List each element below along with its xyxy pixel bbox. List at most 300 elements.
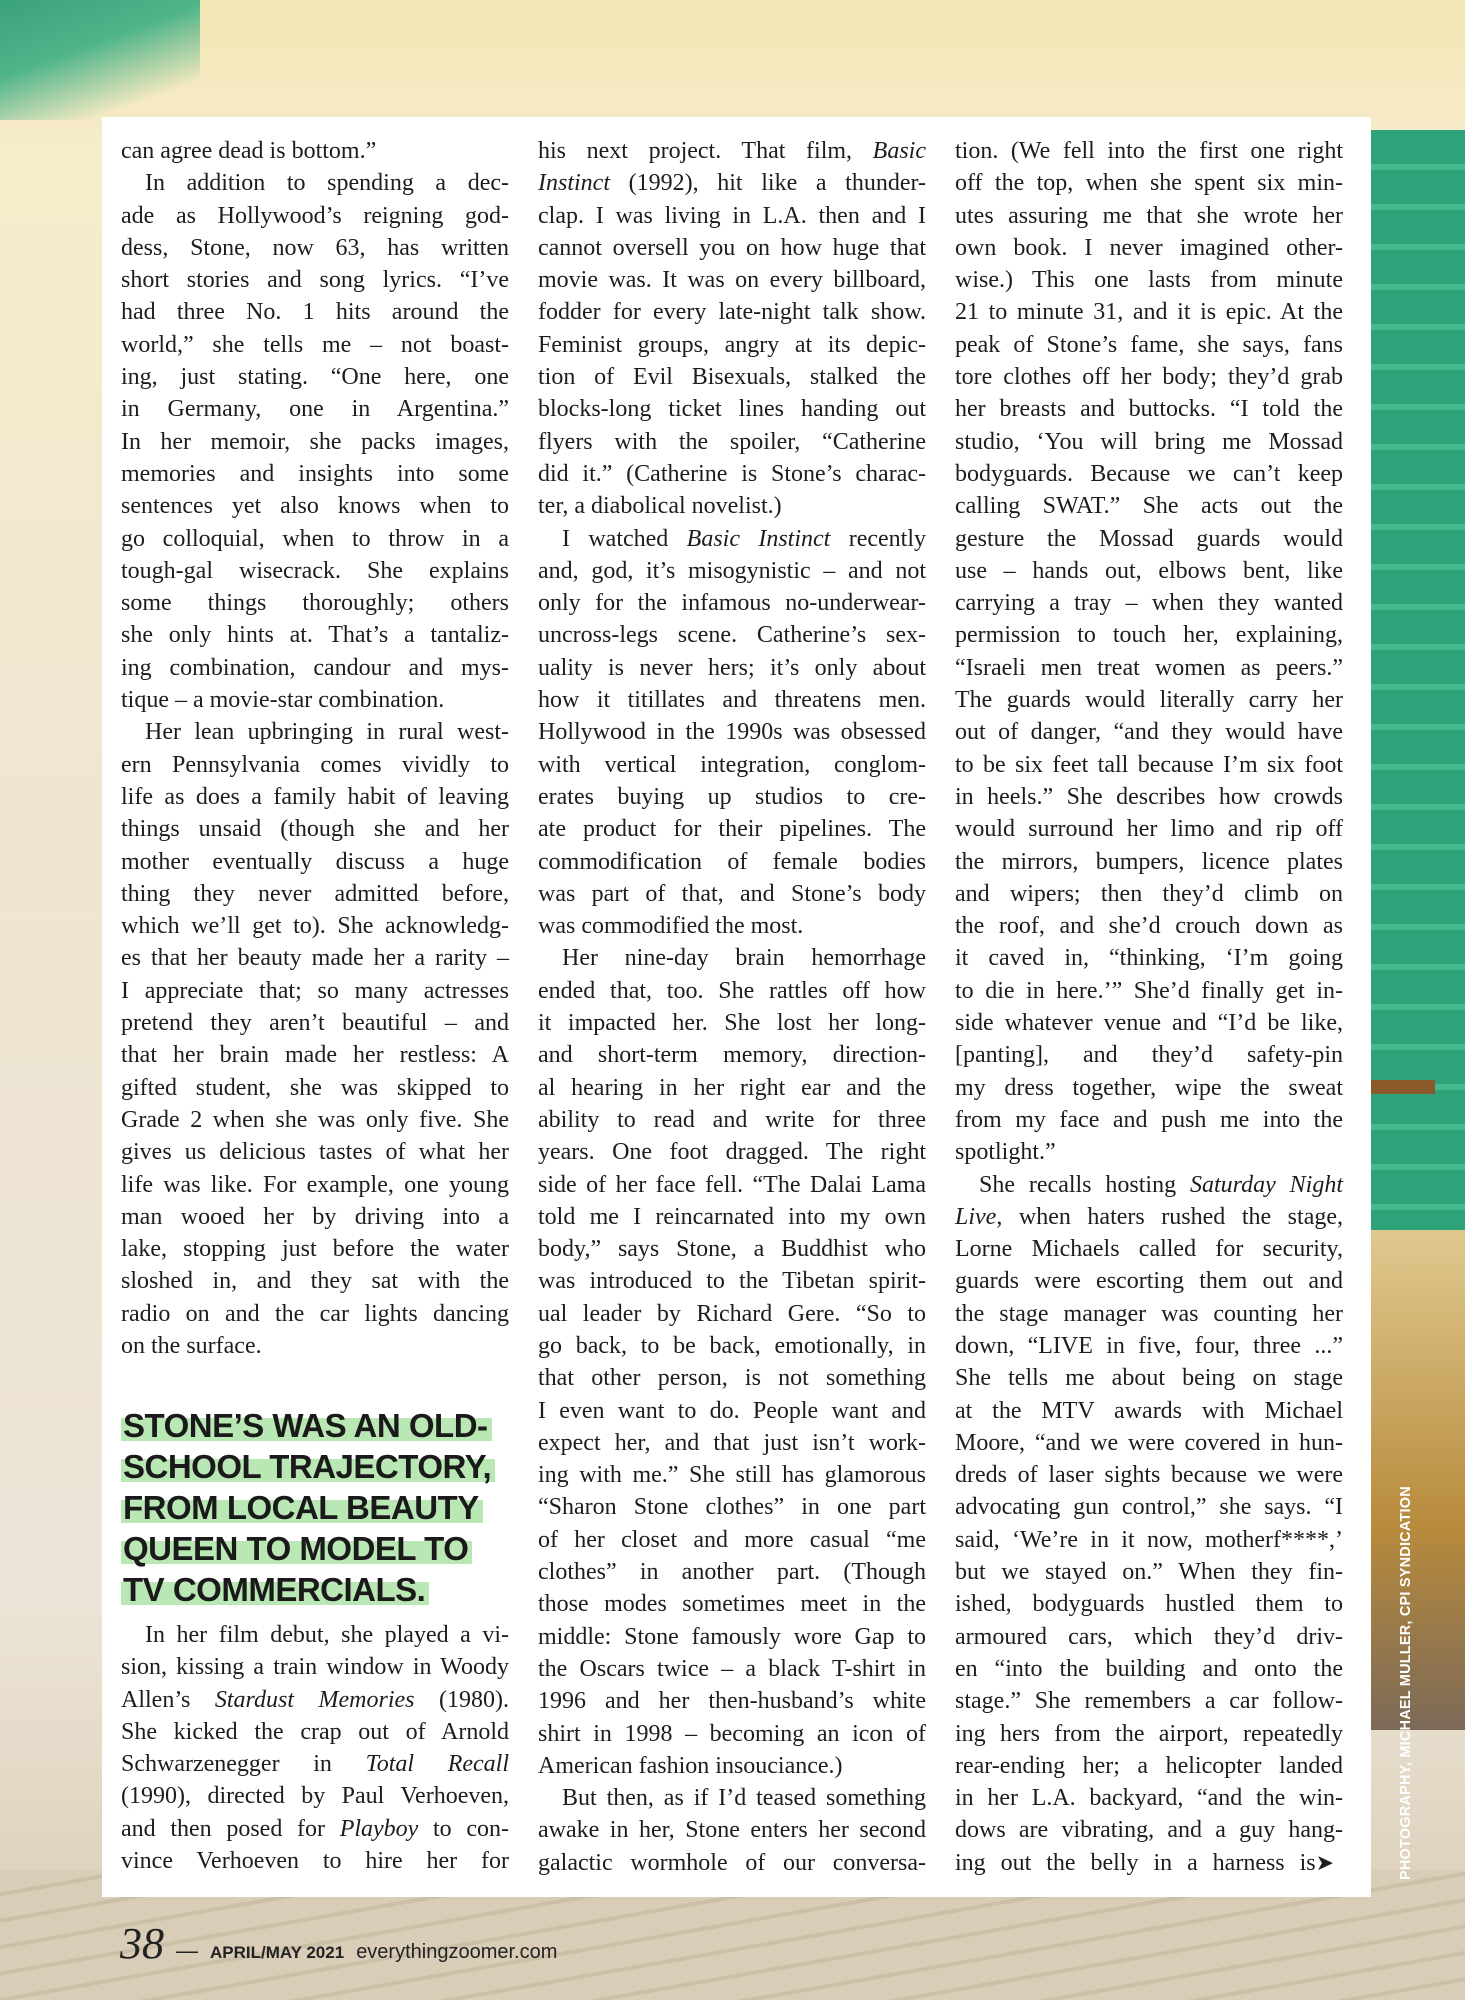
pull-quote-line: STONE’S WAS AN OLD-: [121, 1407, 492, 1444]
line-text: from my face and push me into the: [955, 1106, 1343, 1133]
line-text: (1992), hit like a thunder-: [610, 170, 926, 197]
article-line: [955, 1233, 1343, 1265]
line-text: galactic wormhole of our conversa-: [538, 1849, 926, 1876]
line-text: go colloquial, when to throw in a: [121, 525, 509, 552]
article-line: [538, 716, 926, 748]
line-text: was commodified the most.: [538, 913, 804, 940]
article-line: [121, 264, 509, 296]
article-line: [538, 1201, 926, 1233]
line-text: “Sharon Stone clothes” in one part: [538, 1494, 926, 1521]
article-line: [121, 1330, 509, 1362]
line-text: , when haters rushed the stage,: [996, 1203, 1343, 1230]
article-line: [121, 749, 509, 781]
article-line: [121, 878, 509, 910]
article-line: [121, 1201, 509, 1233]
article-line: [121, 846, 509, 878]
line-text: radio on and the car lights dancing: [121, 1300, 509, 1327]
article-line: [121, 1845, 509, 1877]
article-line: [538, 1039, 926, 1071]
article-line: [538, 878, 926, 910]
article-line: [955, 619, 1343, 651]
line-text: In her film debut, she played a vi-: [145, 1622, 509, 1648]
line-text: my dress together, wipe the sweat: [955, 1074, 1343, 1101]
article-line: [121, 458, 509, 490]
article-line: [538, 296, 926, 328]
line-text: ability to read and write for three: [538, 1106, 926, 1133]
article-line: [538, 1169, 926, 1201]
line-text: world,” she tells me – not boast-: [121, 331, 509, 358]
line-text: in Germany, one in Argentina.”: [121, 396, 509, 423]
line-text: ing hers from the airport, repeatedly: [955, 1720, 1343, 1747]
line-text: tore clothes off her body; they’d grab: [955, 364, 1343, 391]
article-line: [121, 1104, 509, 1136]
line-text: side whatever venue and “I’d be like,: [955, 1010, 1343, 1037]
line-text: gesture the Mossad guards would: [955, 525, 1343, 552]
article-line: [955, 1847, 1343, 1879]
article-line: [955, 1039, 1343, 1071]
article-line: [538, 426, 926, 458]
article-line: [955, 1136, 1343, 1168]
line-text: dreds of laser sights because we were: [955, 1462, 1343, 1489]
line-text: his next project. That film,: [538, 138, 873, 164]
article-line: [121, 167, 509, 199]
line-text: body,” says Stone, a Buddhist who: [538, 1236, 926, 1263]
line-text: She kicked the crap out of Arnold: [121, 1718, 509, 1745]
article-line: [121, 1233, 509, 1265]
line-text: in heels.” She describes how crowds: [955, 783, 1343, 810]
background-green-wall-left: [0, 0, 200, 120]
line-text: calling SWAT.” She acts out the: [955, 493, 1343, 520]
article-line: [121, 490, 509, 522]
line-text: recently: [830, 525, 926, 552]
article-line: [538, 555, 926, 587]
article-line: [121, 361, 509, 393]
line-text: peak of Stone’s fame, she says, fans: [955, 331, 1343, 358]
article-line: [955, 652, 1343, 684]
line-text: which we’ll get to). She acknowledg-: [121, 913, 509, 940]
line-text: blocks-long ticket lines handing out: [538, 396, 926, 423]
line-text: off the top, when she spent six min-: [955, 170, 1343, 197]
line-text: pretend they aren’t beautiful – and: [121, 1010, 509, 1037]
line-text: ing with me.” She still has glamorous: [538, 1462, 926, 1489]
article-line: [955, 1104, 1343, 1136]
line-text: en “into the building and onto the: [955, 1655, 1343, 1682]
line-text: she only hints at. That’s a tantaliz-: [121, 622, 509, 649]
article-line: [121, 1072, 509, 1104]
line-text: tough-gal wisecrack. She explains: [121, 557, 509, 584]
article-line: [121, 1651, 509, 1683]
italic-title: Live: [955, 1203, 997, 1230]
italic-title: Basic: [872, 138, 926, 164]
article-line: [955, 878, 1343, 910]
article-line: [955, 1265, 1343, 1297]
article-line: [121, 910, 509, 942]
article-line: [121, 1007, 509, 1039]
article-line: [955, 1814, 1343, 1846]
article-line: [538, 781, 926, 813]
article-line: [955, 393, 1343, 425]
article-line: [538, 1362, 926, 1394]
article-line: [955, 846, 1343, 878]
line-text: wise.) This one lasts from minute: [955, 267, 1343, 294]
article-line: [538, 1491, 926, 1523]
article-line: [121, 619, 509, 651]
article-line: [121, 329, 509, 361]
article-line: [955, 910, 1343, 942]
article-line: [538, 587, 926, 619]
article-line: [538, 749, 926, 781]
line-text: was introduced to the Tibetan spirit-: [538, 1268, 926, 1295]
line-text: on the surface.: [121, 1332, 262, 1359]
line-text: her breasts and buttocks. “I told the: [955, 396, 1343, 423]
line-text: ern Pennsylvania comes vividly to: [121, 751, 509, 778]
article-line: [955, 167, 1343, 199]
article-line: [955, 523, 1343, 555]
line-text: al hearing in her right ear and the: [538, 1074, 926, 1101]
line-text: the roof, and she’d crouch down as: [955, 913, 1343, 940]
article-line: [955, 296, 1343, 328]
article-line: [538, 1136, 926, 1168]
article-line: [955, 1556, 1343, 1588]
line-text: (1990), directed by Paul Verhoeven,: [121, 1783, 509, 1810]
line-text: vince Verhoeven to hire her for: [121, 1848, 509, 1875]
article-line: [955, 684, 1343, 716]
line-text: clothes” in another part. (Though: [538, 1559, 926, 1586]
article-line: [121, 1748, 509, 1780]
article-line: [955, 975, 1343, 1007]
article-line: [955, 490, 1343, 522]
article-line: [955, 1330, 1343, 1362]
article-line: [538, 361, 926, 393]
article-line: [538, 1072, 926, 1104]
line-text: ished, bodyguards hustled them to: [955, 1591, 1343, 1618]
line-text: man wooed her by driving into a: [121, 1203, 509, 1230]
line-text: uality is never hers; it’s only about: [538, 654, 926, 681]
line-text: Moore, “and we were covered in hun-: [955, 1429, 1343, 1456]
line-text: She tells me about being on stage: [955, 1365, 1343, 1392]
line-text: it impacted her. She lost her long-: [538, 1010, 926, 1037]
line-text: studio, ‘You will bring me Mossad: [955, 428, 1343, 455]
line-text: tion. (We fell into the first one right: [955, 138, 1343, 164]
line-text: own book. I never imagined other-: [955, 234, 1343, 261]
article-line: [121, 1169, 509, 1201]
italic-title: Instinct: [538, 170, 610, 197]
line-text: es that her beauty made her a rarity –: [121, 945, 509, 972]
line-text: movie was. It was on every billboard,: [538, 267, 926, 294]
line-text: at the MTV awards with Michael: [955, 1397, 1343, 1424]
article-line: [121, 975, 509, 1007]
line-text: [panting], and they’d safety-pin: [955, 1042, 1343, 1069]
line-text: 1996 and her then-husband’s white: [538, 1688, 926, 1715]
article-line: [538, 1265, 926, 1297]
article-line: [538, 1330, 926, 1362]
article-line: [955, 1685, 1343, 1717]
website-link[interactable]: everythingzoomer.com: [356, 1941, 558, 1963]
article-line: [955, 1588, 1343, 1620]
line-text: She recalls hosting: [979, 1171, 1190, 1198]
pull-quote-line: TV COMMERCIALS.: [121, 1571, 429, 1608]
article-line: [538, 1459, 926, 1491]
line-text: ade as Hollywood’s reigning god-: [121, 202, 509, 229]
article-line: [538, 393, 926, 425]
article-line: [538, 1556, 926, 1588]
line-text: spotlight.”: [955, 1139, 1056, 1166]
article-line: [538, 1782, 926, 1814]
article-column-1: [121, 135, 509, 1362]
line-text: memories and insights into some: [121, 460, 509, 487]
line-text: fodder for every late-night talk show.: [538, 299, 926, 326]
line-text: to be six feet tall because I’m six foot: [955, 751, 1343, 778]
article-line: [955, 1169, 1343, 1201]
line-text: awake in her, Stone enters her second: [538, 1817, 926, 1844]
line-text: and, god, it’s misogynistic – and not: [538, 557, 926, 584]
line-text: had three No. 1 hits around the: [121, 299, 509, 326]
line-text: rear-ending her; a helicopter landed: [955, 1752, 1343, 1779]
line-text: those modes sometimes meet in the: [538, 1591, 926, 1618]
line-text: down, “LIVE in five, four, three ...”: [955, 1332, 1343, 1359]
article-line: [955, 1524, 1343, 1556]
continue-arrow-icon: ➤: [1315, 1849, 1335, 1875]
article-line: [955, 1653, 1343, 1685]
article-line: [121, 652, 509, 684]
line-text: but we stayed on.” When they fin-: [955, 1559, 1343, 1586]
article-line: [538, 1588, 926, 1620]
line-text: Allen’s: [121, 1686, 215, 1713]
line-text: clap. I was living in L.A. then and I: [538, 202, 926, 229]
line-text: bodyguards. Because we can’t keep: [955, 460, 1343, 487]
line-text: Her lean upbringing in rural west-: [145, 719, 509, 746]
line-text: erates buying up studios to cre-: [538, 783, 926, 810]
line-text: Hollywood in the 1990s was obsessed: [538, 719, 926, 746]
line-text: But then, as if I’d teased something: [562, 1785, 926, 1812]
article-line: [538, 490, 926, 522]
article-line: [538, 264, 926, 296]
article-line: [538, 975, 926, 1007]
article-line: [538, 232, 926, 264]
italic-title: Saturday Night: [1189, 1171, 1343, 1198]
article-line: [121, 1813, 509, 1845]
line-text: shirt in 1998 – becoming an icon of: [538, 1720, 926, 1747]
line-text: to die in here.’” She’d finally get in-: [955, 977, 1343, 1004]
article-line: [955, 135, 1343, 167]
article-line: [538, 458, 926, 490]
line-text: it caved in, “thinking, ‘I’m going: [955, 945, 1343, 972]
article-line: [121, 1716, 509, 1748]
article-line: [538, 167, 926, 199]
italic-title: Stardust Memories: [214, 1686, 415, 1713]
line-text: gives us delicious tastes of what her: [121, 1139, 509, 1166]
line-text: how it titillates and threatens men.: [538, 687, 926, 714]
line-text: some things thoroughly; others: [121, 590, 509, 617]
line-text: I appreciate that; so many actresses: [121, 977, 509, 1004]
article-line: [538, 1847, 926, 1879]
line-text: flyers with the spoiler, “Catherine: [538, 428, 926, 455]
article-column-3: [955, 135, 1343, 1879]
article-line: [121, 523, 509, 555]
article-line: [121, 426, 509, 458]
article-line: [121, 1619, 509, 1651]
article-line: [538, 135, 926, 167]
article-line: [538, 1653, 926, 1685]
article-line: [121, 781, 509, 813]
italic-title: Playboy: [339, 1815, 419, 1842]
article-line: [538, 523, 926, 555]
line-text: I even want to do. People want and: [538, 1397, 926, 1424]
article-line: [955, 200, 1343, 232]
article-line: [955, 1072, 1343, 1104]
line-text: “Israeli men treat women as peers.”: [955, 654, 1343, 681]
line-text: utes assuring me that she wrote her: [955, 202, 1343, 229]
line-text: only for the infamous no-underwear-: [538, 590, 926, 617]
footer-dash: —: [176, 1938, 198, 1963]
line-text: stage.” She remembers a car follow-: [955, 1688, 1343, 1715]
line-text: said, ‘We’re in it now, motherf****,’: [955, 1526, 1343, 1553]
line-text: thing they never admitted before,: [121, 880, 509, 907]
article-line: [538, 1524, 926, 1556]
article-line: [538, 1814, 926, 1846]
line-text: Schwarzenegger in: [121, 1751, 366, 1778]
line-text: years. One foot dragged. The right: [538, 1139, 926, 1166]
line-text: was part of that, and Stone’s body: [538, 880, 926, 907]
line-text: that her brain made her restless: A: [121, 1042, 509, 1069]
article-line: [955, 1491, 1343, 1523]
line-text: permission to touch her, explaining,: [955, 622, 1343, 649]
article-line: [538, 942, 926, 974]
article-line: [121, 296, 509, 328]
line-text: advocating gun control,” she says. “I: [955, 1494, 1343, 1521]
line-text: side of her face fell. “The Dalai Lama: [538, 1171, 926, 1198]
issue-date: APRIL/MAY 2021: [210, 1943, 345, 1962]
article-line: [955, 264, 1343, 296]
article-column-1-bottom: [121, 1619, 509, 1877]
article-line: [538, 619, 926, 651]
line-text: armoured cars, which they’d driv-: [955, 1623, 1343, 1650]
article-line: [121, 684, 509, 716]
pull-quote-line: QUEEN TO MODEL TO: [121, 1530, 472, 1567]
line-text: mother eventually discuss a huge: [121, 848, 509, 875]
line-text: Feminist groups, angry at its depic-: [538, 331, 926, 358]
italic-title: Total Recall: [365, 1751, 509, 1778]
article-line: [121, 393, 509, 425]
line-text: uncross-legs scene. Catherine’s sex-: [538, 622, 926, 649]
article-line: [538, 1718, 926, 1750]
pull-quote-line: FROM LOCAL BEAUTY: [121, 1489, 483, 1526]
article-line: [121, 1136, 509, 1168]
line-text: American fashion insouciance.): [538, 1752, 843, 1779]
page-footer: [120, 1918, 557, 1969]
line-text: The guards would literally carry her: [955, 687, 1343, 714]
article-line: [955, 813, 1343, 845]
article-line: [538, 1233, 926, 1265]
line-text: (1980).: [414, 1686, 510, 1713]
article-line: [121, 942, 509, 974]
article-line: [955, 1459, 1343, 1491]
line-text: ual leader by Richard Gere. “So to: [538, 1300, 926, 1327]
line-text: the Oscars twice – a black T-shirt in: [538, 1655, 926, 1682]
line-text: ended that, too. She rattles off how: [538, 977, 926, 1004]
line-text: sentences yet also knows when to: [121, 493, 509, 520]
line-text: to con-: [418, 1815, 510, 1842]
line-text: would surround her limo and rip off: [955, 816, 1343, 843]
article-line: [538, 1395, 926, 1427]
line-text: things unsaid (though she and her: [121, 816, 509, 843]
line-text: told me I reincarnated into my own: [538, 1203, 926, 1230]
article-line: [955, 1007, 1343, 1039]
line-text: expect her, and that just isn’t work-: [538, 1429, 926, 1456]
article-line: [538, 652, 926, 684]
line-text: Lorne Michaels called for security,: [955, 1236, 1343, 1263]
line-text: with vertical integration, conglom-: [538, 751, 926, 778]
line-text: ing out the belly in a harness is: [955, 1849, 1316, 1876]
article-line: [955, 458, 1343, 490]
line-text: of her closet and more casual “me: [538, 1526, 926, 1553]
line-text: I watched: [562, 525, 687, 552]
article-line: [121, 813, 509, 845]
article-line: [955, 1395, 1343, 1427]
article-line: [955, 361, 1343, 393]
line-text: did it.” (Catherine is Stone’s charac-: [538, 460, 926, 487]
line-text: ter, a diabolical novelist.): [538, 493, 782, 520]
article-line: [121, 1684, 509, 1716]
article-line: [538, 1427, 926, 1459]
line-text: the stage manager was counting her: [955, 1300, 1343, 1327]
line-text: In her memoir, she packs images,: [121, 428, 509, 455]
line-text: sion, kissing a train window in Woody: [121, 1654, 509, 1681]
line-text: in her L.A. backyard, “and the win-: [955, 1785, 1343, 1812]
article-line: [955, 1782, 1343, 1814]
page-number: 38: [120, 1919, 164, 1968]
article-line: [538, 813, 926, 845]
article-line: [121, 135, 509, 167]
article-line: [121, 716, 509, 748]
article-line: [955, 555, 1343, 587]
italic-title: Basic Instinct: [686, 525, 831, 552]
article-line: [538, 1621, 926, 1653]
line-text: In addition to spending a dec-: [145, 170, 509, 197]
article-line: [538, 1298, 926, 1330]
line-text: carrying a tray – when they wanted: [955, 590, 1343, 617]
article-line: [955, 587, 1343, 619]
article-line: [121, 232, 509, 264]
line-text: dess, Stone, now 63, has written: [121, 234, 509, 261]
article-line: [955, 1362, 1343, 1394]
article-line: [121, 200, 509, 232]
line-text: life was like. For example, one young: [121, 1171, 509, 1198]
article-line: [121, 1298, 509, 1330]
article-line: [955, 232, 1343, 264]
line-text: cannot oversell you on how huge that: [538, 234, 926, 261]
line-text: out of danger, “and they would have: [955, 719, 1343, 746]
pull-quote: [121, 1405, 521, 1610]
article-line: [955, 1298, 1343, 1330]
line-text: tique – a movie-star combination.: [121, 687, 445, 714]
article-line: [538, 1685, 926, 1717]
line-text: ing, just stating. “One here, one: [121, 364, 509, 391]
line-text: 21 to minute 31, and it is epic. At the: [955, 299, 1343, 326]
line-text: sloshed in, and they sat with the: [121, 1268, 509, 1295]
line-text: ate product for their pipelines. The: [538, 816, 926, 843]
article-line: [538, 1007, 926, 1039]
line-text: tion of Evil Bisexuals, stalked the: [538, 364, 926, 391]
line-text: dows are vibrating, and a guy hang-: [955, 1817, 1343, 1844]
photo-credit: PHOTOGRAPHY, MICHAEL MULLER, CPI SYNDICATION: [1398, 1486, 1414, 1880]
article-line: [538, 1750, 926, 1782]
line-text: middle: Stone famously wore Gap to: [538, 1623, 926, 1650]
article-line: [121, 1265, 509, 1297]
line-text: Her nine-day brain hemorrhage: [562, 945, 926, 972]
line-text: guards were escorting them out and: [955, 1268, 1343, 1295]
article-line: [538, 684, 926, 716]
